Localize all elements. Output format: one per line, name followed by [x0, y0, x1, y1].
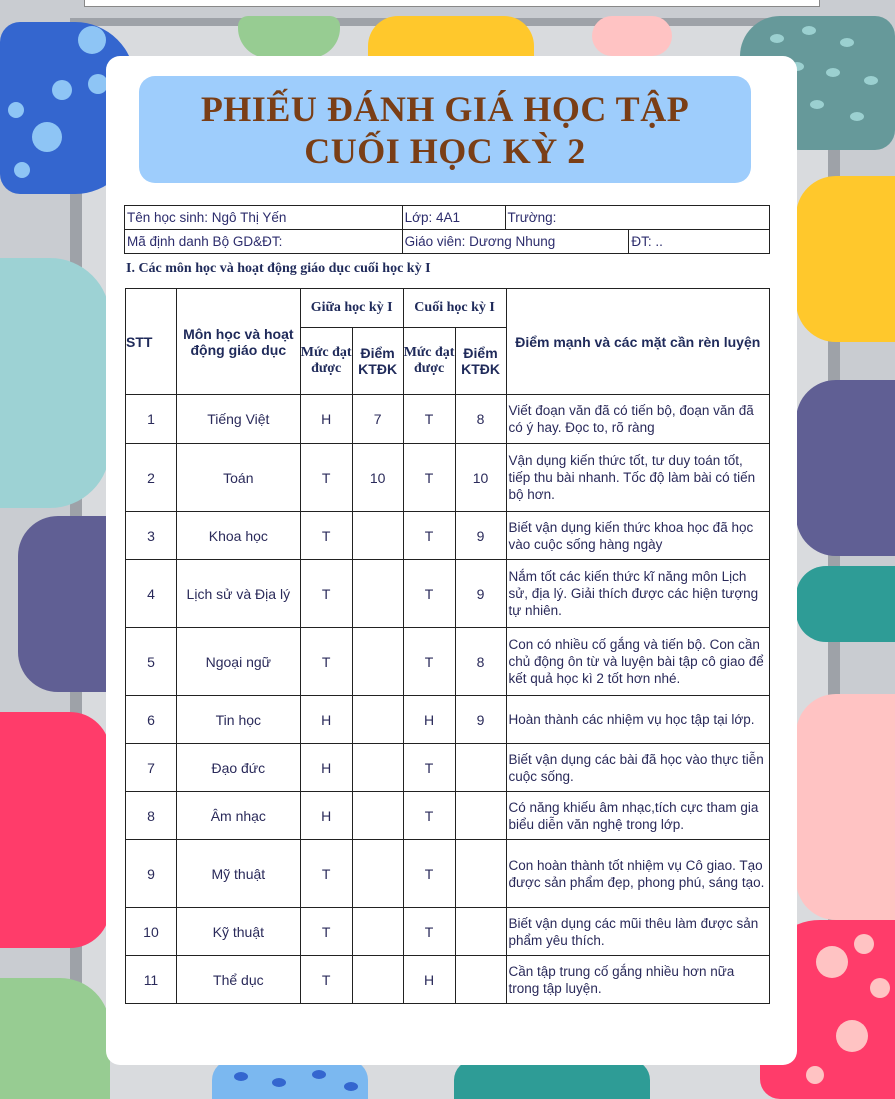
phone: ĐT: .. — [629, 230, 770, 254]
class-name: Lớp: 4A1 — [402, 206, 505, 230]
table-row — [126, 628, 770, 696]
row-end-score — [455, 792, 506, 840]
row-mid-level: T — [300, 908, 352, 956]
row-stt: 4 — [126, 560, 177, 628]
row-mid-score — [352, 908, 403, 956]
row-subject: Kỹ thuật — [176, 908, 300, 956]
row-end-score: 8 — [455, 395, 506, 444]
row-subject: Thể dục — [176, 956, 300, 1004]
row-stt: 1 — [126, 395, 177, 444]
row-end-score — [455, 908, 506, 956]
row-end-level: H — [403, 696, 455, 744]
row-stt: 3 — [126, 512, 177, 560]
row-comment: Có năng khiếu âm nhạc,tích cực tham gia biểu diễn văn nghệ trong lớp. — [506, 792, 769, 840]
student-info-table — [124, 205, 770, 254]
row-subject: Lịch sử và Địa lý — [176, 560, 300, 628]
row-subject: Âm nhạc — [176, 792, 300, 840]
header-stt: STT — [126, 289, 177, 395]
row-mid-score — [352, 512, 403, 560]
blob-purple-left — [18, 516, 110, 692]
table-row — [126, 512, 770, 560]
row-mid-level: T — [300, 512, 352, 560]
row-mid-score — [352, 792, 403, 840]
header-mid-level: Mức đạt được — [300, 328, 352, 395]
row-end-level: H — [403, 956, 455, 1004]
row-subject: Tiếng Việt — [176, 395, 300, 444]
title-line-2: CUỐI HỌC KỲ 2 — [304, 130, 586, 171]
row-end-score: 9 — [455, 696, 506, 744]
row-comment: Hoàn thành các nhiệm vụ học tập tại lớp. — [506, 696, 769, 744]
header-subject: Môn học và hoạt động giáo dục — [176, 289, 300, 395]
row-mid-level: T — [300, 444, 352, 512]
table-row — [126, 696, 770, 744]
blob-green-left — [0, 978, 110, 1099]
top-toolbar-strip — [84, 0, 820, 7]
row-subject: Tin học — [176, 696, 300, 744]
row-comment: Nắm tốt các kiến thức kĩ năng môn Lịch sử, địa lý. Giải thích được các hiện tượng tự nhiên. — [506, 560, 769, 628]
title-line-1: PHIẾU ĐÁNH GIÁ HỌC TẬP — [200, 88, 690, 129]
row-mid-score — [352, 744, 403, 792]
row-end-score: 9 — [455, 560, 506, 628]
blob-green-top — [238, 16, 340, 58]
grades-body — [126, 395, 770, 1004]
row-end-level: T — [403, 908, 455, 956]
table-row — [126, 395, 770, 444]
row-mid-score — [352, 560, 403, 628]
row-stt: 10 — [126, 908, 177, 956]
school-name: Trường: — [505, 206, 769, 230]
table-row — [126, 744, 770, 792]
row-end-level: T — [403, 744, 455, 792]
blob-yellow-right — [796, 176, 895, 342]
row-mid-score — [352, 840, 403, 908]
row-mid-level: H — [300, 696, 352, 744]
row-stt: 7 — [126, 744, 177, 792]
header-midterm: Giữa học kỳ I — [300, 289, 403, 328]
row-end-level: T — [403, 628, 455, 696]
row-subject: Mỹ thuật — [176, 840, 300, 908]
title-banner — [139, 76, 751, 183]
header-end-level: Mức đạt được — [403, 328, 455, 395]
grades-table — [125, 288, 770, 1004]
header-end-score: Điểm KTĐK — [455, 328, 506, 395]
blob-teal-right — [796, 566, 895, 642]
row-end-level: T — [403, 512, 455, 560]
row-mid-score — [352, 696, 403, 744]
table-row — [126, 956, 770, 1004]
section-title: I. Các môn học và hoạt động giáo dục cuối học kỳ I — [126, 261, 431, 276]
row-comment: Biết vận dụng các mũi thêu làm được sản phẩm yêu thích. — [506, 908, 769, 956]
header-comment: Điểm mạnh và các mặt cần rèn luyện — [506, 289, 769, 395]
row-stt: 11 — [126, 956, 177, 1004]
row-mid-level: H — [300, 395, 352, 444]
row-end-level: T — [403, 560, 455, 628]
row-comment: Biết vận dụng các bài đã học vào thực tiễn cuộc sống. — [506, 744, 769, 792]
row-mid-score — [352, 956, 403, 1004]
row-comment: Cần tập trung cố gắng nhiều hơn nữa trong tập luyện. — [506, 956, 769, 1004]
blob-blue-bottom — [212, 1060, 368, 1099]
row-subject: Đạo đức — [176, 744, 300, 792]
row-end-score: 8 — [455, 628, 506, 696]
row-comment: Con hoàn thành tốt nhiệm vụ Cô giao. Tạo được sản phẩm đẹp, phong phú, sáng tạo. — [506, 840, 769, 908]
table-row — [126, 840, 770, 908]
row-stt: 5 — [126, 628, 177, 696]
row-mid-score: 7 — [352, 395, 403, 444]
blob-pink-top — [592, 16, 672, 56]
row-mid-level: T — [300, 628, 352, 696]
row-stt: 2 — [126, 444, 177, 512]
blob-teal-bottom — [454, 1060, 650, 1099]
row-comment: Biết vận dụng kiến thức khoa học đã học vào cuộc sống hàng ngày — [506, 512, 769, 560]
student-name: Tên học sinh: Ngô Thị Yến — [125, 206, 403, 230]
row-end-level: T — [403, 840, 455, 908]
row-comment: Con có nhiều cố gắng và tiến bộ. Con cần chủ động ôn từ và luyện bài tập cô giao để kết quả học kì 2 tốt hơn nhé. — [506, 628, 769, 696]
header-final: Cuối học kỳ I — [403, 289, 506, 328]
row-end-score — [455, 840, 506, 908]
blob-pink-right — [796, 694, 895, 920]
row-end-score — [455, 956, 506, 1004]
table-row — [126, 560, 770, 628]
table-row — [126, 792, 770, 840]
row-mid-level: T — [300, 560, 352, 628]
table-row — [126, 908, 770, 956]
row-mid-level: H — [300, 744, 352, 792]
row-end-score — [455, 744, 506, 792]
student-id: Mã định danh Bộ GD&ĐT: — [125, 230, 403, 254]
row-subject: Ngoại ngữ — [176, 628, 300, 696]
header-mid-score: Điểm KTĐK — [352, 328, 403, 395]
blob-yellow-top — [368, 16, 534, 58]
row-comment: Viết đoạn văn đã có tiến bộ, đoạn văn đã có ý hay. Đọc to, rõ ràng — [506, 395, 769, 444]
row-end-level: T — [403, 395, 455, 444]
row-mid-level: T — [300, 956, 352, 1004]
row-end-score: 10 — [455, 444, 506, 512]
blob-teal-left — [0, 258, 110, 508]
row-comment: Vận dụng kiến thức tốt, tư duy toán tốt, tiếp thu bài nhanh. Tốc độ làm bài có tiến bộ hơn. — [506, 444, 769, 512]
blob-purple-right — [796, 380, 895, 556]
row-end-score: 9 — [455, 512, 506, 560]
row-end-level: T — [403, 792, 455, 840]
row-mid-level: H — [300, 792, 352, 840]
row-subject: Khoa học — [176, 512, 300, 560]
row-stt: 9 — [126, 840, 177, 908]
row-mid-score: 10 — [352, 444, 403, 512]
blob-red-left — [0, 712, 110, 948]
row-mid-level: T — [300, 840, 352, 908]
row-stt: 6 — [126, 696, 177, 744]
row-mid-score — [352, 628, 403, 696]
row-subject: Toán — [176, 444, 300, 512]
row-end-level: T — [403, 444, 455, 512]
teacher-name: Giáo viên: Dương Nhung — [402, 230, 629, 254]
row-stt: 8 — [126, 792, 177, 840]
table-row — [126, 444, 770, 512]
